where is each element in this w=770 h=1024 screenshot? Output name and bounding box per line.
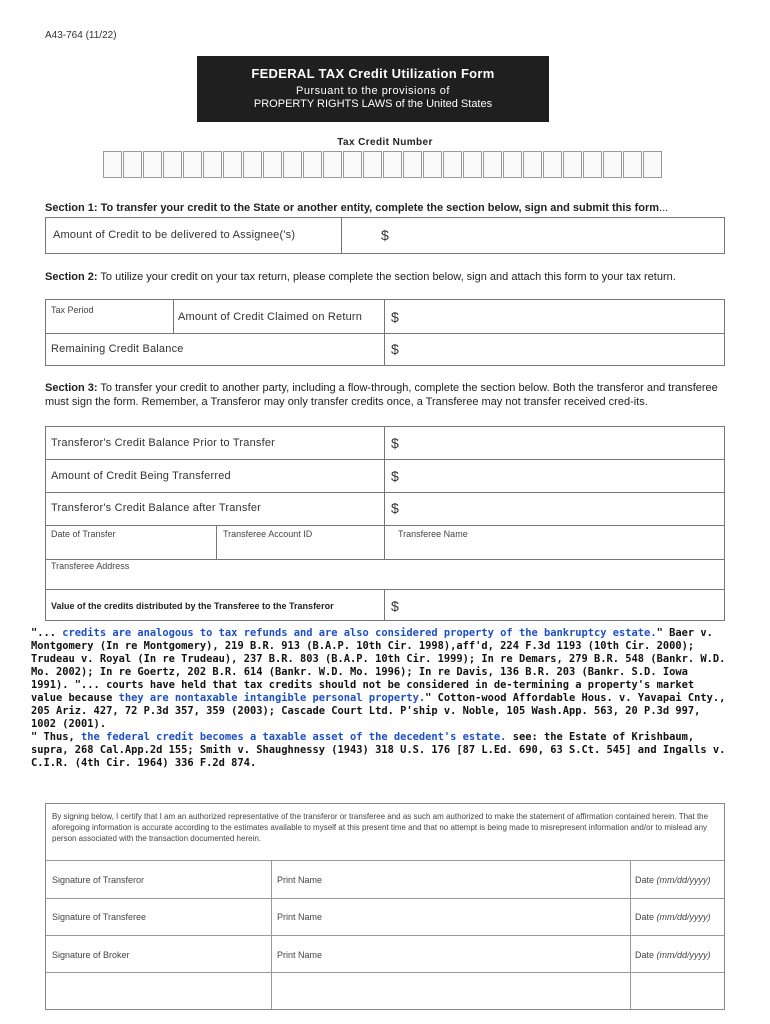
value-distributed-label: Value of the credits distributed by the Transferee to the Transferor: [51, 601, 334, 611]
tax-credit-digit-box[interactable]: [543, 151, 562, 178]
tax-credit-digit-box[interactable]: [463, 151, 482, 178]
legal-text-1: Baer v. Montgomery (In re Montgomery), 219 B.R. 913 (B.A.P. 10th Cir. 1998),aff'd, 224 F.3d 1193 (10th Cir. 2000); Trudeau v. Royal (In re Trudeau), 237 B.R. 803 (B.A.P. 10th Cir. 1999); In re Demars, 279 B.R. 548 (Bankr. W.D. Mo. 2002); In re Goertz, 202 B.R. 614 (Bankr. W.D. Mo. 1996); In re Davis, 136 B.R. 203 (Bankr. S.D. Iowa 1991). "... courts have held that tax credits should not be considered in de-termining a property's market value because: [31, 627, 726, 704]
print-name-broker-field[interactable]: [273, 961, 628, 1001]
value-distributed-dollar: $: [391, 598, 399, 614]
date-transferor-label: [635, 875, 711, 885]
legal-highlight-3: the federal credit becomes a taxable asset of the decedent's estate.: [81, 731, 507, 743]
form-title: FEDERAL TAX Credit Utilization Form: [251, 66, 495, 81]
prior-balance-dollar: $: [391, 435, 399, 451]
tax-credit-digit-box[interactable]: [503, 151, 522, 178]
date-transferee-field[interactable]: [632, 923, 722, 943]
signature-broker-field[interactable]: [48, 961, 268, 1001]
tax-credit-number-label: Tax Credit Number: [337, 137, 433, 148]
prior-balance-label: Transferor's Credit Balance Prior to Transfer: [51, 437, 276, 449]
section1-heading-rest: ...: [659, 202, 669, 214]
tax-credit-digit-box[interactable]: [183, 151, 202, 178]
section1-amount-row[interactable]: [45, 217, 725, 254]
tax-credit-digit-box[interactable]: [283, 151, 302, 178]
section2-heading-rest: To utilize your credit on your tax return, please complete the section below, sign and attach this form to your tax return.: [97, 271, 676, 283]
tax-credit-digit-box[interactable]: [123, 151, 142, 178]
tax-credit-digit-box[interactable]: [623, 151, 642, 178]
tax-credit-digit-box[interactable]: [563, 151, 582, 178]
credit-claimed-label: Amount of Credit Claimed on Return: [178, 311, 363, 323]
assignee-amount-dollar: $: [381, 227, 389, 243]
section3-heading: [45, 381, 725, 409]
tax-credit-digit-box[interactable]: [203, 151, 222, 178]
tax-credit-digit-box[interactable]: [423, 151, 442, 178]
tax-credit-digit-box[interactable]: [443, 151, 462, 178]
title-banner: [197, 56, 549, 122]
print-name-broker-label: Print Name: [277, 950, 323, 960]
tax-credit-digit-box[interactable]: [303, 151, 322, 178]
date-broker-label: [635, 950, 711, 960]
after-balance-dollar: $: [391, 500, 399, 516]
section3-table: [45, 426, 725, 621]
print-name-transferor-label: Print Name: [277, 875, 323, 885]
transferee-name-input[interactable]: [388, 539, 722, 557]
date-transferee-word: Date: [635, 912, 655, 922]
date-of-transfer-label: Date of Transfer: [51, 529, 116, 539]
remaining-balance-label: Remaining Credit Balance: [51, 343, 184, 355]
section3-heading-rest: To transfer your credit to another party, including a flow-through, complete the section below. Both the transferor and transferee must sign the form. Remember, a Transferor may only transfer credits once, a Transferee may not transfer received cred-its.: [45, 382, 718, 408]
date-transferee-format: (mm/dd/yyyy): [656, 912, 711, 922]
section1-heading: [45, 201, 725, 215]
print-name-transferee-label: Print Name: [277, 912, 323, 922]
tax-period-label: Tax Period: [51, 305, 94, 315]
form-subtitle-1: Pursuant to the provisions of: [296, 85, 450, 97]
transferee-address-label: Transferee Address: [51, 561, 130, 571]
transferred-amount-dollar: $: [391, 468, 399, 484]
date-transferee-label: [635, 912, 711, 922]
tax-credit-digit-box[interactable]: [523, 151, 542, 178]
transferred-amount-input[interactable]: [411, 461, 721, 490]
section3-heading-bold: Section 3:: [45, 382, 98, 394]
tax-credit-digit-box[interactable]: [643, 151, 662, 178]
tax-credit-digit-box[interactable]: [583, 151, 602, 178]
tax-credit-digit-box[interactable]: [223, 151, 242, 178]
section2-table: [45, 299, 725, 366]
legal-text-2: " Cotton-wood Affordable Hous. v. Yavapai Cnty., 205 Ariz. 427, 72 P.3d 357, 359 (2003); Cascade Court Ltd. P'ship v. Noble, 105 Wash.App. 563, 20 P.3d 997, 1002 (2001).: [31, 692, 726, 730]
form-number: A43-764 (11/22): [45, 30, 117, 41]
tax-credit-digit-box[interactable]: [323, 151, 342, 178]
tax-credit-digit-box[interactable]: [163, 151, 182, 178]
value-distributed-input[interactable]: [411, 592, 721, 619]
legal-highlight-2: they are nontaxable intangible personal property.: [118, 692, 426, 704]
legal-citations: [31, 627, 731, 770]
remaining-balance-input[interactable]: [411, 335, 721, 364]
date-transferor-format: (mm/dd/yyyy): [656, 875, 711, 885]
tax-period-input[interactable]: [48, 316, 170, 332]
signature-transferee-field[interactable]: [48, 923, 268, 943]
print-name-transferor-field[interactable]: [273, 886, 628, 906]
after-balance-label: Transferor's Credit Balance after Transfer: [51, 502, 262, 514]
prior-balance-input[interactable]: [411, 429, 721, 457]
legal-highlight-1: credits are analogous to tax refunds and are also considered property of the bankruptcy estate.: [62, 627, 657, 639]
credit-claimed-input[interactable]: [411, 302, 721, 331]
form-subtitle-2: PROPERTY RIGHTS LAWS of the United States: [253, 98, 493, 110]
signature-transferor-field[interactable]: [48, 886, 268, 906]
date-transferor-field[interactable]: [632, 886, 722, 906]
signature-transferor-label: Signature of Transferor: [52, 875, 145, 885]
tax-credit-digit-box[interactable]: [103, 151, 122, 178]
print-name-transferee-field[interactable]: [273, 923, 628, 943]
transferee-account-input[interactable]: [220, 539, 380, 557]
date-of-transfer-input[interactable]: [48, 539, 213, 557]
date-transferor-word: Date: [635, 875, 655, 885]
transferee-account-label: Transferee Account ID: [223, 529, 313, 539]
transferee-address-input[interactable]: [48, 572, 722, 587]
section1-heading-bold: Section 1: To transfer your credit to the State or another entity, complete the section below, sign and submit this form: [45, 202, 660, 214]
legal-quote-open: "...: [31, 627, 63, 639]
legal-quote-close: ": [656, 627, 663, 639]
assignee-amount-label: Amount of Credit to be delivered to Assignee('s): [53, 229, 296, 241]
remaining-balance-dollar: $: [391, 341, 399, 357]
legal-text-3: see: the Estate of Krishbaum, supra, 268 Cal.App.2d 155; Smith v. Shaughnessy (1943) 318 U.S. 176 [87 L.Ed. 690, 63 S.Ct. 545] and Ingalls v. C.I.R. (4th Cir. 1964) 336 F.2d 874.: [31, 731, 726, 769]
tax-credit-digit-box[interactable]: [403, 151, 422, 178]
tax-credit-digit-box[interactable]: [483, 151, 502, 178]
after-balance-input[interactable]: [411, 494, 721, 523]
tax-credit-number-field[interactable]: [103, 151, 663, 179]
credit-claimed-dollar: $: [391, 309, 399, 325]
date-broker-field[interactable]: [632, 961, 722, 1001]
signature-broker-label: Signature of Broker: [52, 950, 130, 960]
tax-credit-digit-box[interactable]: [343, 151, 362, 178]
date-broker-format: (mm/dd/yyyy): [656, 950, 711, 960]
tax-credit-digit-box[interactable]: [143, 151, 162, 178]
transferred-amount-label: Amount of Credit Being Transferred: [51, 470, 231, 482]
date-broker-word: Date: [635, 950, 655, 960]
section2-heading-bold: Section 2:: [45, 271, 98, 283]
tax-credit-digit-box[interactable]: [363, 151, 382, 178]
tax-credit-digit-box[interactable]: [243, 151, 262, 178]
tax-credit-digit-box[interactable]: [263, 151, 282, 178]
tax-credit-digit-box[interactable]: [603, 151, 622, 178]
section2-heading: [45, 270, 725, 284]
tax-credit-digit-box[interactable]: [383, 151, 402, 178]
signature-transferee-label: Signature of Transferee: [52, 912, 147, 922]
certification-text: By signing below, I certify that I am an authorized representative of the transferor or transferee and as such am authorized to make the statement of affirmation contained herein. That the aforegoing information is accurate according to the estimates available to myself at this present time and that no attempt is being made to misrepresent information and/or to mislead any person associated with the transaction documented herein.: [52, 812, 709, 843]
legal-text-3-open: " Thus,: [31, 731, 82, 743]
transferee-name-label: Transferee Name: [398, 529, 468, 539]
